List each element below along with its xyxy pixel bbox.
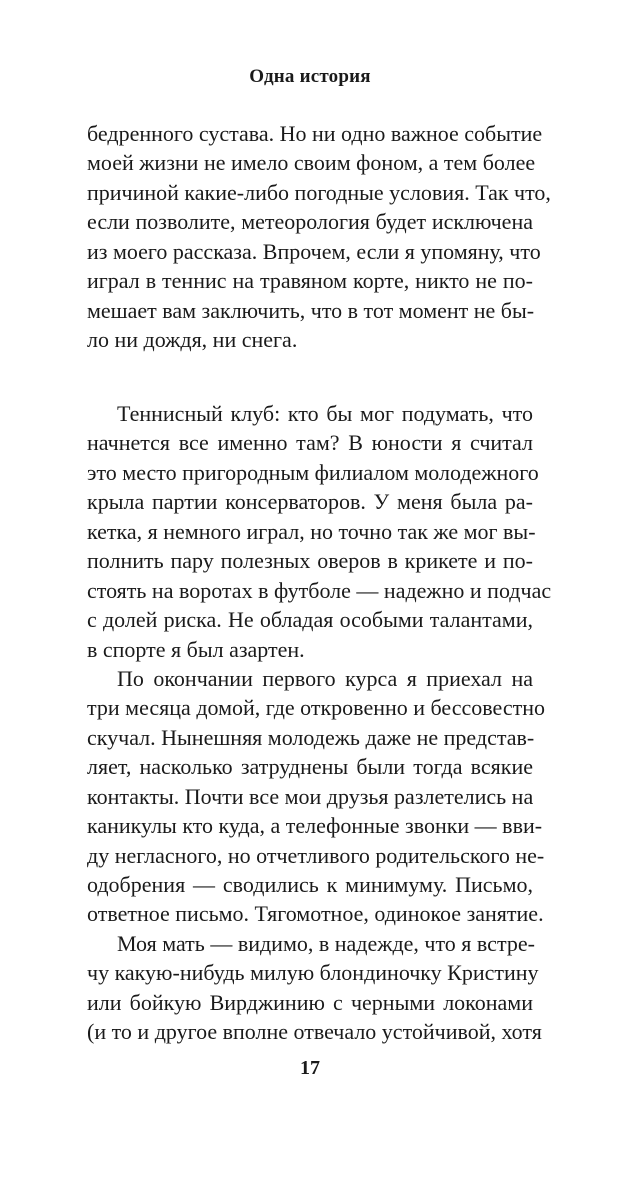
- text-line: Моя мать — видимо, в надежде, что я встре-: [117, 930, 535, 956]
- text-line: или бойкую Вирджинию с черными локонами: [87, 989, 533, 1015]
- text-line: это место пригородным филиалом молодежного: [87, 459, 539, 485]
- text-line: три месяца домой, где откровенно и бессовестно: [87, 695, 545, 721]
- page-number: 17: [300, 1057, 320, 1079]
- text-line: ло ни дождя, ни снега.: [87, 327, 298, 353]
- text-line: бедренного сустава. Но ни одно важное событие: [87, 121, 543, 146]
- text-line: ду негласного, но отчетливого родительского не-: [87, 842, 545, 868]
- text-line: крыла партии консерваторов. У меня была ра-: [87, 489, 533, 515]
- text-line: если позволите, метеорология будет исключена: [87, 209, 533, 235]
- text-line: контакты. Почти все мои друзья разлетелись на: [87, 783, 534, 809]
- text-line: ответное письмо. Тягомотное, одинокое занятие.: [87, 901, 544, 927]
- text-line: По окончании первого курса я приехал на: [117, 665, 533, 691]
- text-line: из моего рассказа. Впрочем, если я упомяну, что: [87, 238, 541, 264]
- text-line: начнется все именно там? В юности я считал: [87, 430, 533, 456]
- section-body: [87, 399, 552, 1047]
- paragraph-1: [87, 119, 551, 355]
- text-line: ляет, насколько затруднены были тогда всякие: [87, 754, 533, 780]
- text-line: кетка, я немного играл, но точно так же мог вы-: [87, 518, 536, 544]
- paragraph-2: [87, 399, 552, 664]
- paragraph-4: [87, 929, 542, 1047]
- text-line: в спорте я был азартен.: [87, 636, 305, 662]
- text-line: скучал. Нынешняя молодежь даже не представ-: [87, 724, 535, 750]
- running-title: Одна история: [249, 66, 371, 87]
- text-line: моей жизни не имело своим фоном, а тем более: [87, 150, 536, 176]
- text-line: стоять на воротах в футболе — надежно и подчас: [87, 577, 552, 603]
- text-line: чу какую-нибудь милую блондиночку Кристину: [87, 960, 539, 986]
- text-line: (и то и другое вполне отвечало устойчивой, хотя: [87, 1019, 542, 1045]
- text-line: Теннисный клуб: кто бы мог подумать, что: [117, 401, 533, 426]
- text-line: полнить пару полезных оверов в крикете и по-: [87, 548, 533, 574]
- text-line: играл в теннис на травяном корте, никто не по-: [87, 268, 533, 294]
- text-line: одобрения — сводились к минимуму. Письмо,: [87, 872, 533, 897]
- text-line: мешает вам заключить, что в тот момент не бы-: [87, 297, 535, 323]
- text-line: каникулы кто куда, а телефонные звонки — вви-: [87, 813, 543, 839]
- paragraph-3: [87, 664, 545, 929]
- text-line: причиной какие-либо погодные условия. Так что,: [87, 179, 551, 205]
- text-line: с долей риска. Не обладая особыми талантами,: [87, 607, 533, 633]
